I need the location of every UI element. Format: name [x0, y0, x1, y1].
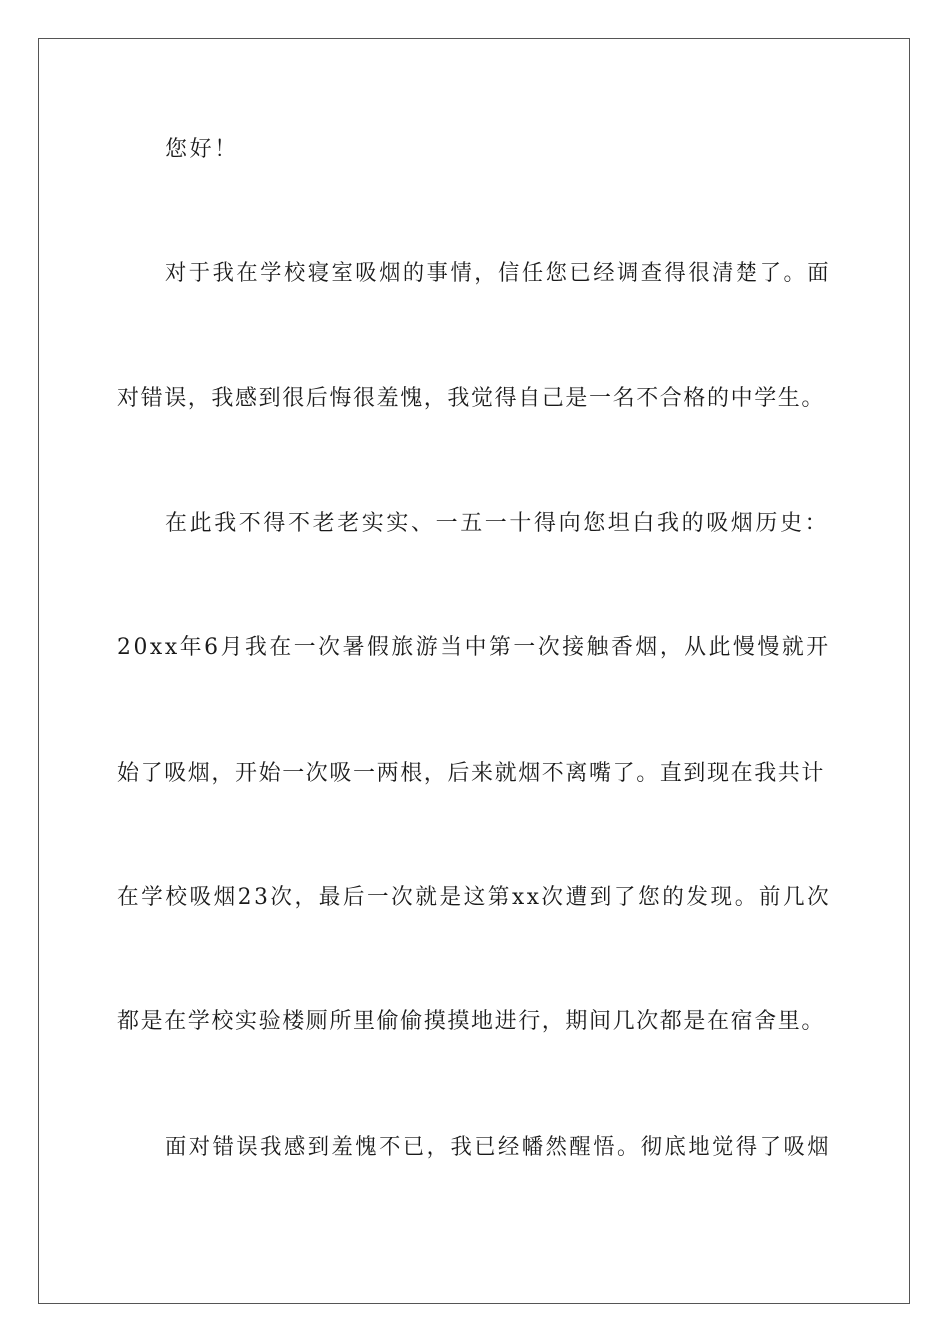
paragraph-line: 20xx年6月我在一次暑假旅游当中第一次接触香烟，从此慢慢就开 [117, 635, 831, 660]
paragraph-line: 在学校吸烟23次，最后一次就是这第xx次遭到了您的发现。前几次 [117, 885, 832, 910]
paragraph-line: 对于我在学校寝室吸烟的事情，信任您已经调查得很清楚了。面 [165, 261, 832, 286]
paragraph-line: 始了吸烟，开始一次吸一两根，后来就烟不离嘴了。直到现在我共计 [117, 761, 826, 786]
paragraph-line: 都是在学校实验楼厕所里偷偷摸摸地进行，期间几次都是在宿舍里。 [117, 1009, 826, 1034]
paragraph-line: 面对错误我感到羞愧不已，我已经幡然醒悟。彻底地觉得了吸烟 [165, 1135, 832, 1160]
paragraph-line: 在此我不得不老老实实、一五一十得向您坦白我的吸烟历史： [165, 511, 830, 536]
greeting-line: 您好！ [165, 137, 239, 162]
page-border [38, 38, 910, 1304]
paragraph-line: 对错误，我感到很后悔很羞愧，我觉得自己是一名不合格的中学生。 [117, 386, 826, 411]
